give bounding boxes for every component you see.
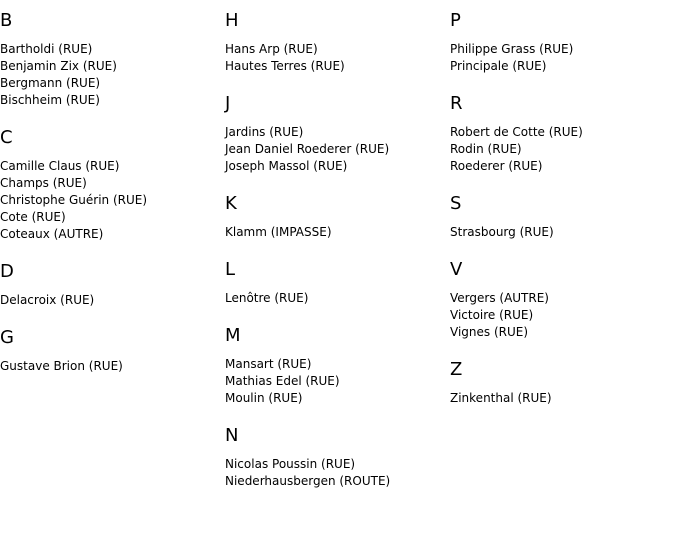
letter-heading: C	[0, 127, 13, 148]
index-column	[450, 0, 675, 425]
letter-group	[225, 10, 450, 75]
street-link[interactable]: Benjamin Zix (RUE)	[0, 59, 117, 73]
street-link[interactable]: Principale (RUE)	[450, 59, 547, 73]
street-list	[450, 124, 675, 175]
street-link[interactable]: Roederer (RUE)	[450, 159, 543, 173]
letter-heading: D	[0, 261, 14, 282]
street-link[interactable]: Gustave Brion (RUE)	[0, 359, 123, 373]
street-link[interactable]: Vergers (AUTRE)	[450, 291, 549, 305]
street-link[interactable]: Bischheim (RUE)	[0, 93, 100, 107]
index-column	[225, 0, 450, 508]
letter-heading: N	[225, 425, 239, 446]
street-link[interactable]: Philippe Grass (RUE)	[450, 42, 574, 56]
street-link[interactable]: Delacroix (RUE)	[0, 293, 95, 307]
letter-heading: S	[450, 193, 462, 214]
letter-heading: B	[0, 10, 13, 31]
letter-group	[0, 261, 225, 309]
street-link[interactable]: Joseph Massol (RUE)	[225, 159, 348, 173]
street-list	[225, 41, 450, 75]
street-link[interactable]: Moulin (RUE)	[225, 391, 303, 405]
street-link[interactable]: Niederhausbergen (ROUTE)	[225, 474, 391, 488]
letter-heading: L	[225, 259, 236, 280]
letter-heading: P	[450, 10, 461, 31]
street-link[interactable]: Christophe Guérin (RUE)	[0, 193, 148, 207]
street-link[interactable]: Jardins (RUE)	[225, 125, 304, 139]
street-list	[225, 456, 450, 490]
letter-group	[225, 425, 450, 490]
letter-group	[450, 93, 675, 175]
index-column	[0, 0, 225, 393]
street-link[interactable]: Champs (RUE)	[0, 176, 87, 190]
street-link[interactable]: Strasbourg (RUE)	[450, 225, 554, 239]
letter-heading: J	[225, 93, 231, 114]
letter-group	[225, 325, 450, 407]
street-link[interactable]: Mansart (RUE)	[225, 357, 312, 371]
street-link[interactable]: Cote (RUE)	[0, 210, 66, 224]
letter-heading: Z	[450, 359, 463, 380]
street-link[interactable]: Camille Claus (RUE)	[0, 159, 120, 173]
letter-group	[0, 127, 225, 243]
street-link[interactable]: Hautes Terres (RUE)	[225, 59, 345, 73]
letter-heading: K	[225, 193, 237, 214]
letter-heading: G	[0, 327, 14, 348]
letter-group	[450, 193, 675, 241]
letter-group	[225, 259, 450, 307]
street-list	[450, 41, 675, 75]
street-link[interactable]: Rodin (RUE)	[450, 142, 522, 156]
letter-heading: V	[450, 259, 463, 280]
letter-heading: H	[225, 10, 239, 31]
street-link[interactable]: Hans Arp (RUE)	[225, 42, 318, 56]
street-link[interactable]: Bergmann (RUE)	[0, 76, 101, 90]
street-list	[450, 224, 675, 241]
letter-group	[0, 10, 225, 109]
letter-group	[225, 193, 450, 241]
letter-heading: M	[225, 325, 241, 346]
street-link[interactable]: Zinkenthal (RUE)	[450, 391, 552, 405]
street-list	[225, 124, 450, 175]
street-list	[0, 292, 225, 309]
letter-group	[0, 327, 225, 375]
street-list	[225, 290, 450, 307]
street-link[interactable]: Nicolas Poussin (RUE)	[225, 457, 356, 471]
street-link[interactable]: Jean Daniel Roederer (RUE)	[225, 142, 390, 156]
street-list	[0, 158, 225, 243]
street-link[interactable]: Bartholdi (RUE)	[0, 42, 93, 56]
street-link[interactable]: Mathias Edel (RUE)	[225, 374, 340, 388]
street-link[interactable]: Vignes (RUE)	[450, 325, 529, 339]
street-list	[225, 224, 450, 241]
street-link[interactable]: Victoire (RUE)	[450, 308, 534, 322]
street-list	[450, 390, 675, 407]
letter-group	[450, 10, 675, 75]
letter-group	[225, 93, 450, 175]
street-link[interactable]: Coteaux (AUTRE)	[0, 227, 104, 241]
street-list	[0, 358, 225, 375]
letter-heading: R	[450, 93, 463, 114]
street-link[interactable]: Klamm (IMPASSE)	[225, 225, 332, 239]
street-list	[225, 356, 450, 407]
street-link[interactable]: Lenôtre (RUE)	[225, 291, 309, 305]
letter-group	[450, 359, 675, 407]
street-list	[450, 290, 675, 341]
letter-group	[450, 259, 675, 341]
street-list	[0, 41, 225, 109]
street-link[interactable]: Robert de Cotte (RUE)	[450, 125, 583, 139]
